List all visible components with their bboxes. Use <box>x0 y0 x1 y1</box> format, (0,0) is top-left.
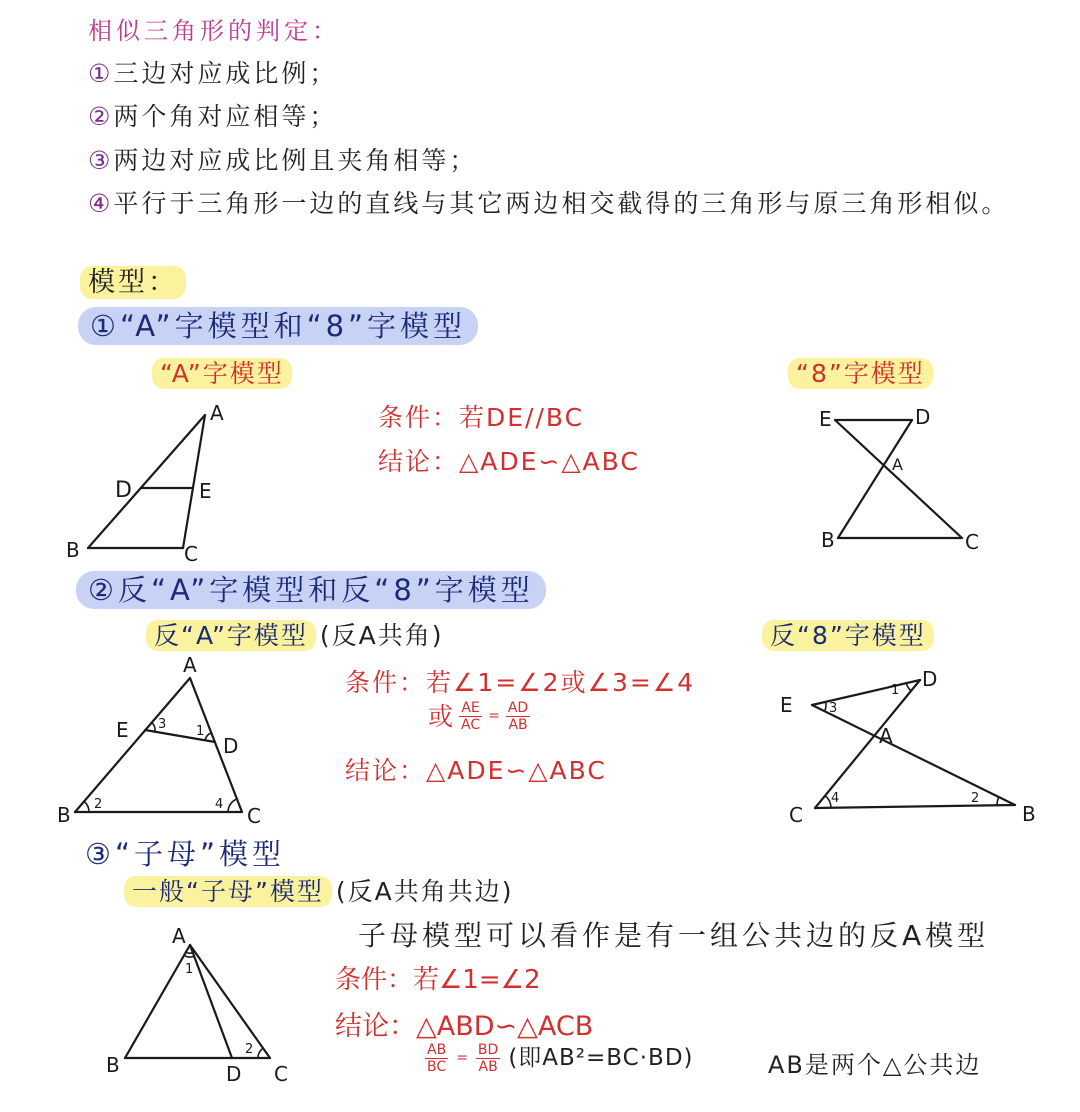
zimu-ratio-left-numerator: AB <box>427 1042 447 1058</box>
model1-title-text: ①“A”字模型和“8”字模型 <box>78 307 478 345</box>
anti-a-conclusion: 结论：△ADE∽△ABC <box>345 756 607 785</box>
anti-a-condition: 条件：若∠1=∠2或∠3=∠4 <box>345 668 696 697</box>
anti-a-or-word: 或 <box>428 701 454 731</box>
a-model-label-c: C <box>184 542 198 566</box>
anti-8-angle-1-label: 1 <box>891 683 900 698</box>
a-model-side-ac <box>183 415 205 548</box>
eight-model-label-a: A <box>892 455 903 474</box>
criterion-3-number: ③ <box>88 146 114 175</box>
zimu-angle-1-inner-arc <box>186 952 193 953</box>
anti-a-label-a: A <box>183 653 197 677</box>
anti-8-model-label-text: 反“8”字模型 <box>762 620 934 651</box>
zimu-common-side-note: AB是两个△公共边 <box>768 1051 982 1079</box>
page-title: 相似三角形的判定： <box>88 17 340 45</box>
zimu-segment-ad <box>190 945 232 1058</box>
zimu-equivalent-form: (即AB²=BC·BD) <box>508 1045 694 1072</box>
criterion-2-number: ② <box>88 102 114 131</box>
anti-a-ratio-right <box>506 700 530 733</box>
zimu-side-ab <box>125 945 190 1058</box>
anti-8-angle-3-label: 3 <box>829 701 838 716</box>
anti-a-angle-1-arc <box>205 733 211 741</box>
eight-model-label-b: B <box>821 528 835 552</box>
anti-a-angle-3-label: 3 <box>158 717 167 732</box>
eight-model-segment-ec <box>835 420 962 538</box>
eight-model-diagram <box>819 405 979 554</box>
a-model-side-ab <box>88 415 205 548</box>
anti-a-angle-2-label: 2 <box>94 797 103 812</box>
eight-model-label-e: E <box>819 407 832 431</box>
anti-a-segment-ed <box>145 730 215 742</box>
a-model-diagram <box>66 401 224 566</box>
anti-8-segment-eb <box>812 705 1015 805</box>
anti-8-angle-3-arc <box>825 702 826 711</box>
anti-a-side-ab <box>75 678 190 812</box>
zimu-ratio-left-denominator: BC <box>427 1059 447 1076</box>
anti-8-angle-1-arc <box>906 683 911 691</box>
anti-8-segment-ed <box>812 680 920 705</box>
criterion-4-text: 平行于三角形一边的直线与其它两边相交截得的三角形与原三角形相似。 <box>113 189 1010 218</box>
anti-a-model-label-text: 反“A”字模型 <box>146 620 316 651</box>
anti-8-model-label <box>762 620 934 651</box>
criterion-2-text: 两个角对应相等； <box>113 102 338 131</box>
anti-a-angle-3-arc <box>152 722 156 731</box>
anti-8-segment-dc <box>815 680 920 808</box>
a-model-label-e: E <box>199 479 212 503</box>
anti-8-label-e: E <box>780 693 793 717</box>
zimu-angle-1-arc <box>184 955 194 957</box>
anti-a-ratio-left-denominator: AC <box>461 717 481 734</box>
zimu-label-c: C <box>274 1062 288 1086</box>
a-model-condition: 条件：若DE//BC <box>378 403 585 432</box>
anti-a-label-e: E <box>116 718 129 742</box>
zimu-ratio-right <box>476 1042 500 1075</box>
anti-a-ratio-equals: = <box>488 707 500 724</box>
anti-8-label-d: D <box>922 667 938 691</box>
model3-title: ③“子母”模型 <box>85 837 286 871</box>
model2-title <box>76 572 546 608</box>
zimu-angle-2-label: 2 <box>245 1042 254 1057</box>
zimu-ratio-right-numerator: BD <box>477 1042 499 1058</box>
model2-title-text: ②反“A”字模型和反“8”字模型 <box>76 571 546 609</box>
zimu-angle-2-arc <box>258 1048 263 1058</box>
anti-8-angle-2-arc <box>997 797 999 805</box>
zimu-general-note: (反A共角共边) <box>335 877 514 906</box>
a-model-label-a: A <box>210 401 224 425</box>
anti-a-angle-1-label: 1 <box>196 724 205 739</box>
a-model-label-text: “A”字模型 <box>152 358 292 389</box>
anti-a-angle-2-arc <box>84 801 89 812</box>
anti-8-label-a: A <box>879 724 893 748</box>
anti-8-label-b: B <box>1022 802 1036 826</box>
a-model-label-d: D <box>115 478 132 503</box>
anti-a-side-ac <box>190 678 242 812</box>
eight-model-label-c: C <box>965 530 979 554</box>
anti-a-model-note: (反A共角) <box>319 621 444 650</box>
zimu-conclusion: 结论：△ABD∽△ACB <box>335 1011 594 1042</box>
eight-model-label <box>788 358 933 389</box>
eight-model-label-text: “8”字模型 <box>788 358 933 389</box>
a-model-label-b: B <box>66 538 80 562</box>
criterion-2 <box>88 101 337 132</box>
anti-8-angle-4-label: 4 <box>831 791 840 806</box>
zimu-condition: 条件：若∠1=∠2 <box>335 965 541 995</box>
criterion-1 <box>88 58 337 89</box>
anti-8-model-diagram <box>780 667 1036 827</box>
criterion-4 <box>88 188 1009 219</box>
zimu-model-diagram <box>106 924 288 1086</box>
anti-a-model-label <box>146 620 444 651</box>
anti-8-label-c: C <box>789 803 803 827</box>
models-heading-text: 模型： <box>80 266 186 299</box>
anti-a-angle-4-label: 4 <box>215 797 224 812</box>
anti-8-segment-cb <box>815 805 1015 808</box>
zimu-label-a: A <box>172 924 186 948</box>
zimu-ratio-left <box>425 1042 448 1075</box>
eight-model-segment-db <box>838 420 912 538</box>
anti-a-model-diagram <box>57 653 261 828</box>
model1-title <box>78 308 478 344</box>
anti-a-label-c: C <box>247 804 261 828</box>
a-model-conclusion: 结论：△ADE∽△ABC <box>378 447 640 476</box>
zimu-label-d: D <box>226 1062 242 1086</box>
anti-8-angle-4-arc <box>825 796 831 808</box>
zimu-angle-1-label: 1 <box>185 962 194 977</box>
anti-a-ratio-right-numerator: AD <box>507 700 529 716</box>
anti-a-ratio-right-denominator: AB <box>508 717 528 734</box>
zimu-side-ac <box>190 945 270 1058</box>
criterion-4-number: ④ <box>88 189 114 218</box>
anti-a-label-b: B <box>57 803 71 827</box>
eight-model-label-d: D <box>915 405 931 429</box>
zimu-ratio-equals: = <box>456 1049 468 1066</box>
zimu-ratio-row <box>425 1042 694 1075</box>
criterion-3 <box>88 145 477 176</box>
a-model-label <box>152 358 292 389</box>
zimu-general-label <box>124 876 514 907</box>
criterion-3-text: 两边对应成比例且夹角相等； <box>113 146 478 175</box>
anti-a-label-d: D <box>223 734 239 758</box>
zimu-label-b: B <box>106 1053 120 1077</box>
zimu-ratio-right-denominator: AB <box>478 1059 498 1076</box>
criterion-1-number: ① <box>88 59 114 88</box>
anti-a-ratio-left-numerator: AE <box>461 700 480 716</box>
anti-a-ratio-condition <box>428 700 530 733</box>
anti-a-angle-4-arc <box>228 799 237 812</box>
criterion-1-text: 三边对应成比例； <box>113 59 338 88</box>
zimu-general-label-text: 一般“子母”模型 <box>124 876 332 907</box>
models-heading <box>80 266 186 300</box>
zimu-description: 子母模型可以看作是有一组公共边的反A模型 <box>358 919 990 952</box>
anti-8-angle-2-label: 2 <box>971 791 980 806</box>
anti-a-ratio-left <box>459 700 482 733</box>
